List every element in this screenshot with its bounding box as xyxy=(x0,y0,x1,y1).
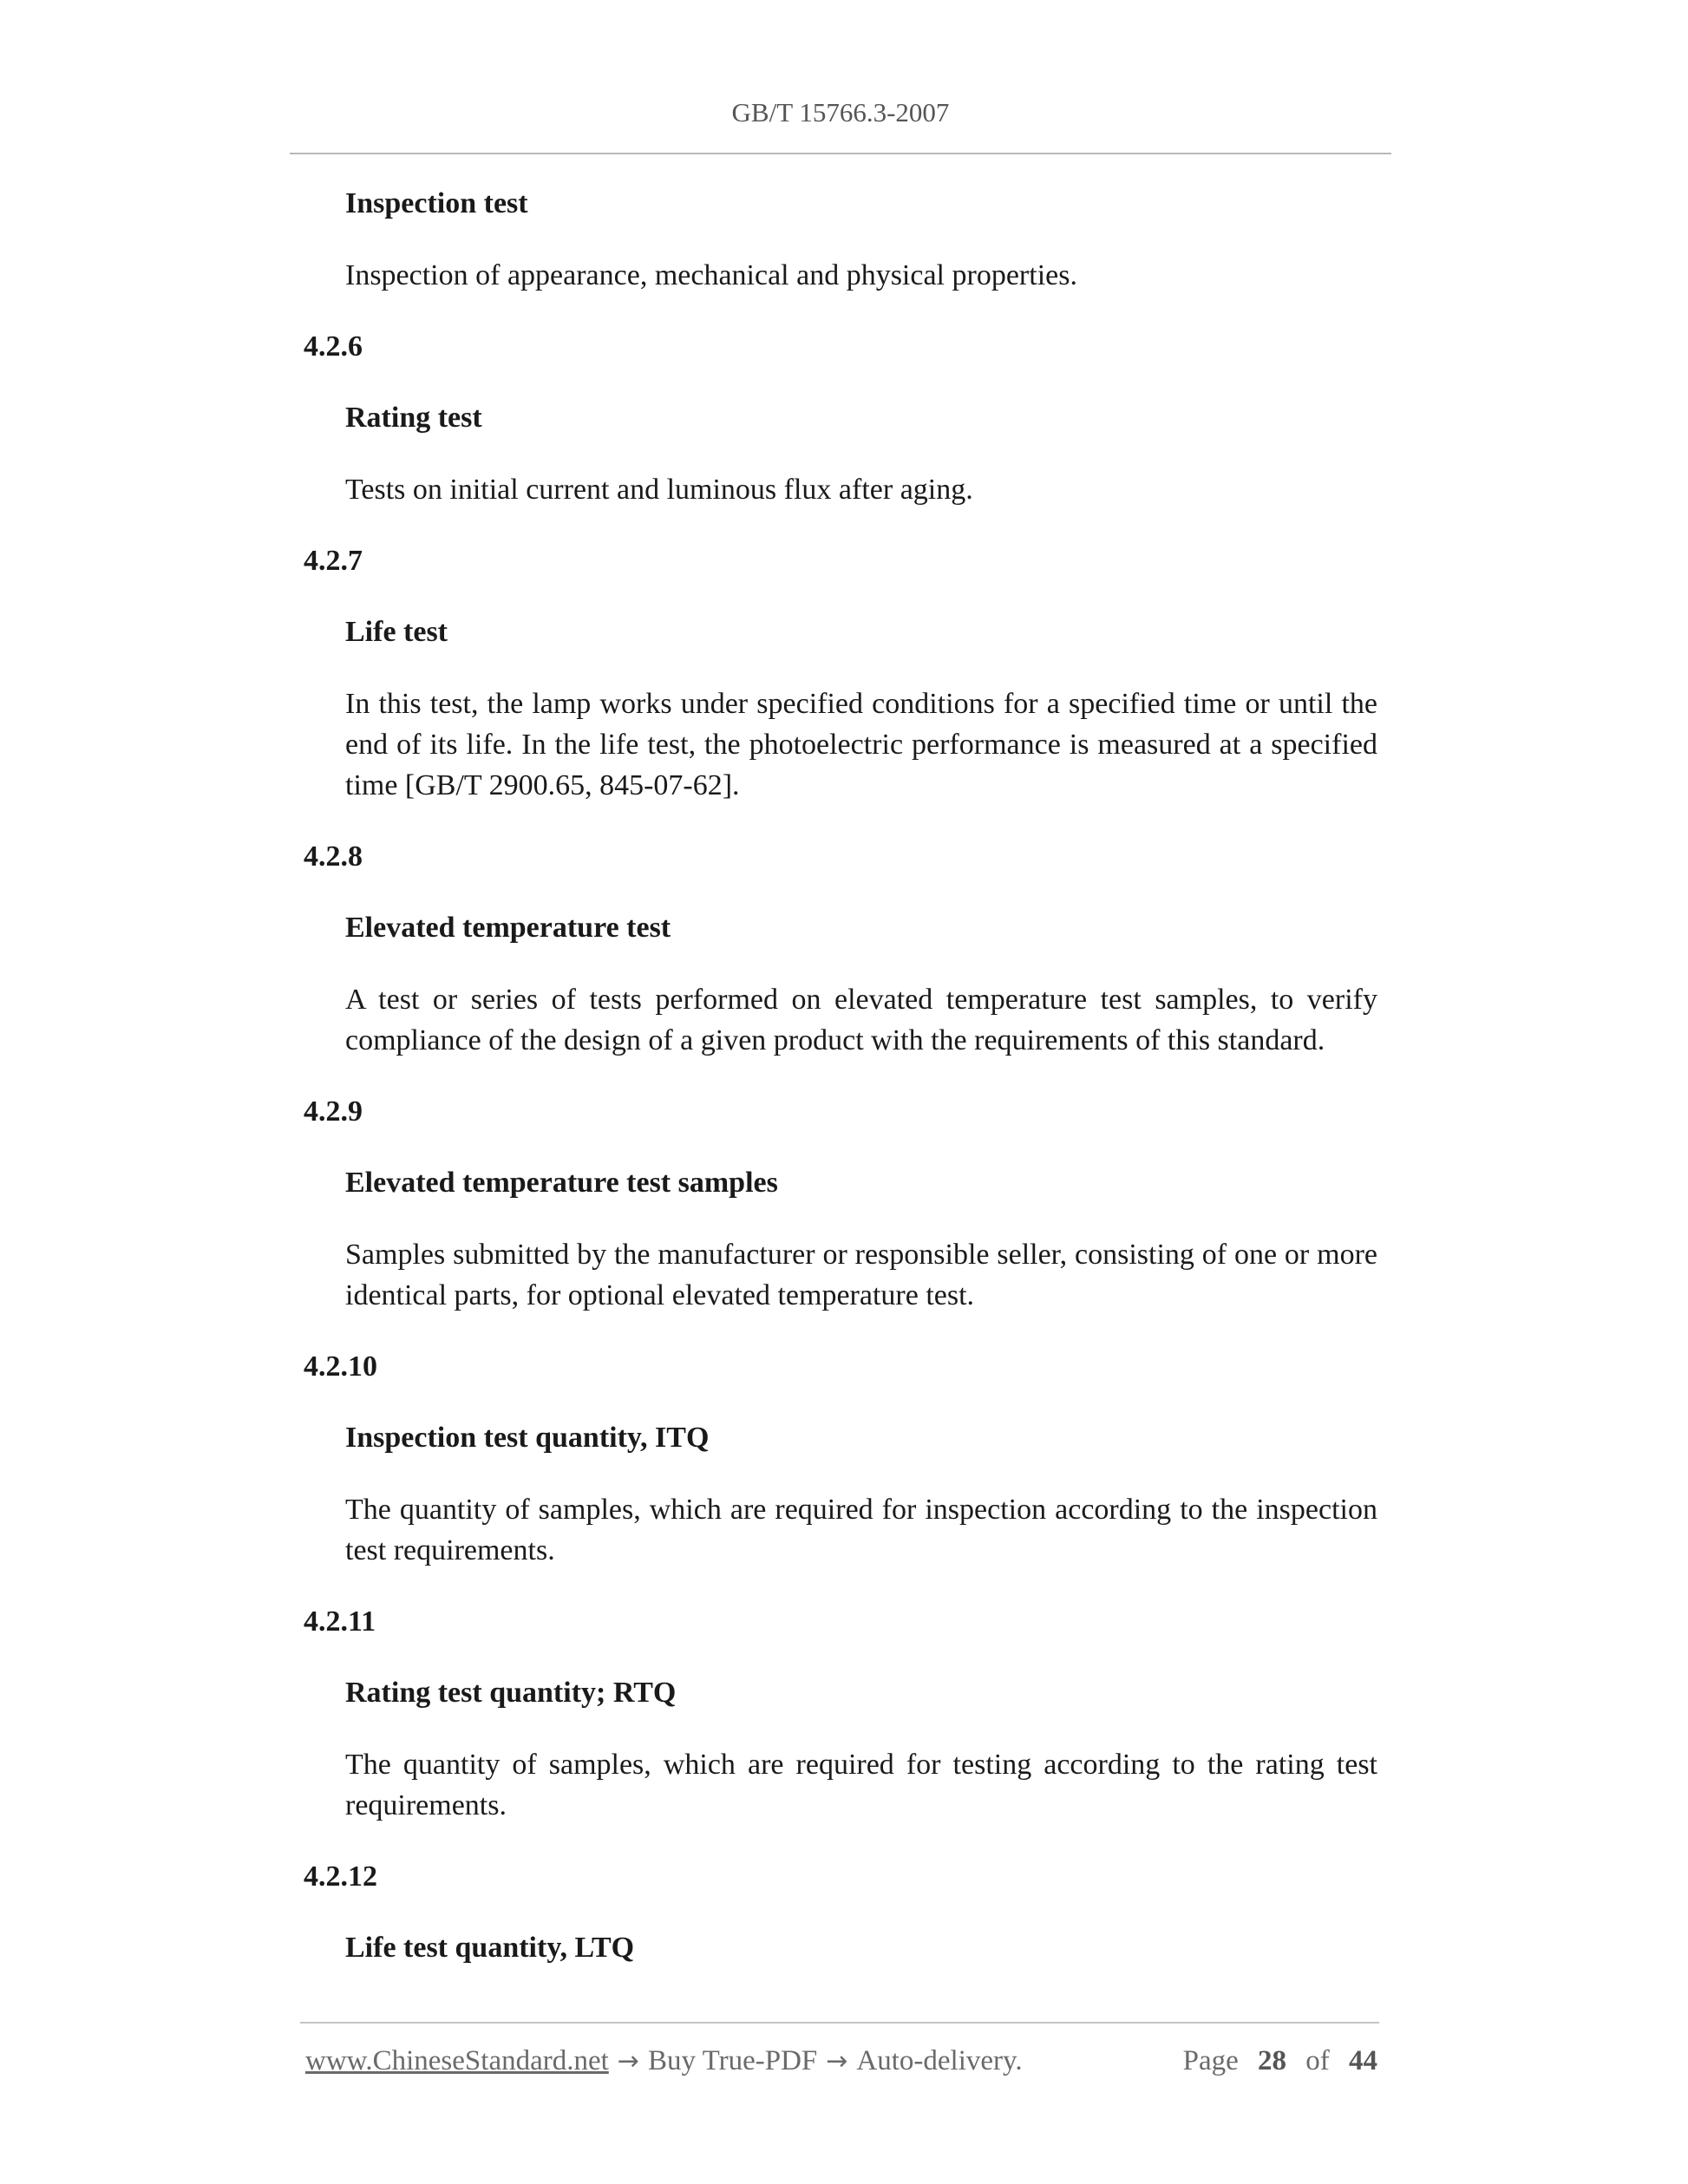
document-header xyxy=(290,97,1391,128)
term-number: 4.2.6 xyxy=(304,330,363,363)
term-number: 4.2.11 xyxy=(304,1605,376,1638)
term-number: 4.2.9 xyxy=(304,1095,363,1128)
page-label: Page xyxy=(1182,2045,1239,2076)
term-entry-4-2-7 xyxy=(304,541,1388,806)
website-link[interactable]: www.ChineseStandard.net xyxy=(305,2045,609,2076)
auto-delivery-text: Auto-delivery. xyxy=(856,2045,1023,2076)
term-title: Inspection test xyxy=(345,187,528,219)
arrow-right-icon: → xyxy=(826,2046,848,2076)
term-definition: A test or series of tests performed on elevated temperature test samples, to verify compliance of the design of a given product with the requirements of this standard. xyxy=(345,984,1377,1056)
page-indicator xyxy=(1183,2045,1377,2077)
buy-true-pdf-text: Buy True-PDF xyxy=(647,2045,818,2076)
term-entry-intro xyxy=(304,184,1388,296)
term-number: 4.2.12 xyxy=(304,1860,377,1893)
term-number: 4.2.10 xyxy=(304,1350,377,1383)
term-title: Elevated temperature test xyxy=(345,912,671,944)
term-entry-4-2-12 xyxy=(304,1857,1388,1968)
term-title: Rating test quantity; RTQ xyxy=(345,1677,677,1709)
term-definition: Tests on initial current and luminous flux after aging. xyxy=(345,474,973,506)
term-title: Life test quantity, LTQ xyxy=(345,1932,635,1964)
term-entry-4-2-9 xyxy=(304,1092,1388,1316)
term-definition: Inspection of appearance, mechanical and physical properties. xyxy=(345,259,1077,291)
of-label: of xyxy=(1305,2045,1330,2076)
footer-links xyxy=(305,2045,1023,2077)
page-total: 44 xyxy=(1349,2045,1377,2076)
page-current: 28 xyxy=(1258,2045,1286,2076)
term-definition: In this test, the lamp works under specified conditions for a specified time or until the end of its life. In the life test, the photoelectric performance is measured at a specified time [GB/T 2900.65, 845-07-62]. xyxy=(345,688,1377,801)
arrow-right-icon: → xyxy=(617,2046,639,2076)
page-footer xyxy=(305,2045,1377,2077)
term-title: Inspection test quantity, ITQ xyxy=(345,1422,710,1454)
term-definition: The quantity of samples, which are required for inspection according to the inspection test requirements. xyxy=(345,1494,1377,1566)
term-entry-4-2-10 xyxy=(304,1347,1388,1571)
term-title: Life test xyxy=(345,616,448,648)
term-entry-4-2-8 xyxy=(304,837,1388,1061)
term-definition: The quantity of samples, which are required for testing according to the rating test requirements. xyxy=(345,1749,1377,1821)
term-number: 4.2.8 xyxy=(304,840,363,873)
term-definition: Samples submitted by the manufacturer or responsible seller, consisting of one or more identical parts, for optional elevated temperature test. xyxy=(345,1239,1377,1311)
term-title: Elevated temperature test samples xyxy=(345,1167,778,1199)
term-entry-4-2-11 xyxy=(304,1602,1388,1826)
header-divider xyxy=(290,153,1391,154)
term-title: Rating test xyxy=(345,402,482,434)
document-id: GB/T 15766.3-2007 xyxy=(731,97,950,128)
document-body xyxy=(304,184,1388,1999)
term-number: 4.2.7 xyxy=(304,545,363,577)
term-entry-4-2-6 xyxy=(304,327,1388,510)
footer-divider xyxy=(300,2022,1379,2024)
